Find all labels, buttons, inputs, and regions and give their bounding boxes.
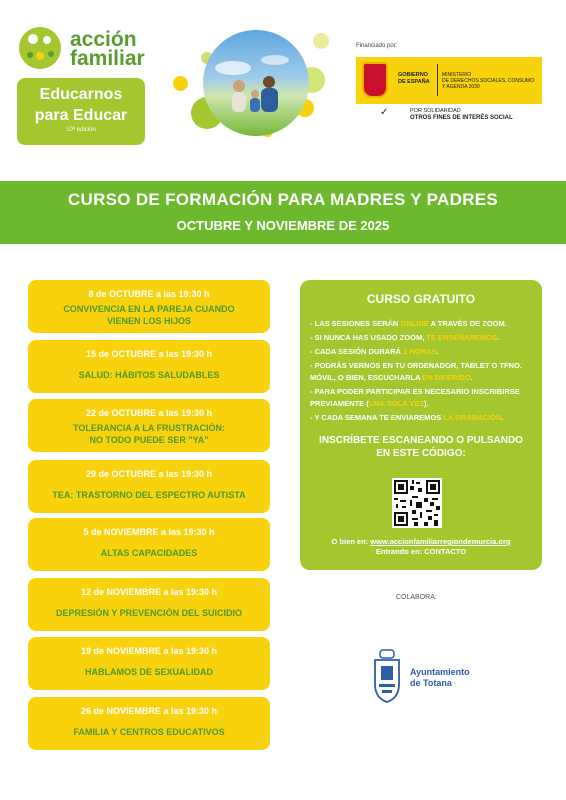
qr-code-icon[interactable] bbox=[392, 478, 442, 528]
list-item bbox=[310, 332, 532, 344]
gov-line1: GOBIERNO bbox=[398, 72, 428, 78]
logo-line2: familiar bbox=[70, 47, 145, 70]
info-text: . bbox=[436, 347, 439, 356]
info-text: - PARA PODER PARTICIPAR ES NECESARIO INSCRIBIRSE PREVIAMENTE ( bbox=[310, 387, 520, 408]
info-text: A TRAVÉS DE ZOOM. bbox=[428, 319, 507, 328]
ministry-line3: Y AGENDA 2030 bbox=[442, 84, 480, 90]
session-date: 8 de OCTUBRE a las 19:30 h bbox=[88, 289, 210, 299]
gov-line2: DE ESPAÑA bbox=[398, 79, 430, 85]
logo-text bbox=[70, 30, 145, 68]
session-date: 26 de NOVIEMBRE a las 19:30 h bbox=[80, 706, 218, 716]
session-title: TEA: TRASTORNO DEL ESPECTRO AUTISTA bbox=[52, 490, 246, 500]
info-text: . bbox=[501, 413, 504, 422]
list-item bbox=[310, 318, 532, 330]
info-text: . bbox=[496, 333, 499, 342]
session-title: CONVIVENCIA EN LA PAREJA CUANDO bbox=[63, 304, 235, 314]
session-card bbox=[28, 460, 270, 513]
session-title: FAMILIA Y CENTROS EDUCATIVOS bbox=[73, 727, 225, 737]
register-line2: EN ESTE CÓDIGO: bbox=[376, 448, 466, 459]
session-card bbox=[28, 697, 270, 750]
info-highlight: LA GRABACIÓN bbox=[443, 413, 502, 422]
program-edition: 10ª edición bbox=[66, 127, 96, 133]
info-text: - PODRÁS VERNOS EN TU ORDENADOR, TABLET O TFNO. MÓVIL, O BIEN, ESCUCHARLA bbox=[310, 361, 522, 382]
free-course-heading: CURSO GRATUITO bbox=[366, 292, 476, 306]
session-card bbox=[28, 637, 270, 690]
session-card bbox=[28, 280, 270, 333]
decorative-circle bbox=[313, 33, 329, 49]
spain-coat-of-arms-icon bbox=[362, 62, 388, 98]
session-title-line2: VIENEN LOS HIJOS bbox=[106, 316, 192, 326]
program-line2: para Educar bbox=[34, 107, 128, 124]
family-photo bbox=[203, 30, 309, 136]
session-title: TOLERANCIA A LA FRUSTRACIÓN: bbox=[73, 423, 225, 433]
logo-line1: acción bbox=[70, 28, 137, 51]
info-text: - SI NUNCA HAS USADO ZOOM, bbox=[310, 333, 427, 342]
website-info bbox=[300, 537, 542, 557]
ayuntamiento-logo-text bbox=[410, 667, 470, 689]
course-info-list bbox=[300, 318, 542, 424]
totana-coat-of-arms-icon bbox=[371, 648, 403, 704]
register-line1: INSCRÍBETE ESCANEANDO O PULSANDO bbox=[319, 435, 523, 446]
register-text bbox=[300, 434, 542, 460]
session-title: HABLAMOS DE SEXUALIDAD bbox=[84, 667, 213, 677]
info-highlight: 2 HORAS bbox=[403, 347, 437, 356]
solidarity-line2: OTROS FINES DE INTERÉS SOCIAL bbox=[410, 115, 513, 121]
list-item bbox=[310, 412, 532, 424]
ayto-line1: Ayuntamiento bbox=[410, 667, 470, 677]
colabora-label: COLABORA: bbox=[396, 594, 437, 601]
list-item bbox=[310, 346, 532, 358]
session-date: 15 de OCTUBRE a las 19:30 h bbox=[85, 349, 213, 359]
solidarity-line1: POR SOLIDARIDAD bbox=[410, 108, 461, 114]
session-date: 12 de NOVIEMBRE a las 19:30 h bbox=[80, 587, 218, 597]
course-dates: OCTUBRE Y NOVIEMBRE DE 2025 bbox=[176, 218, 390, 233]
program-line1: Educarnos bbox=[39, 86, 123, 103]
ayto-line2: de Totana bbox=[410, 678, 452, 688]
ministry-line1: MINISTERIO bbox=[442, 72, 472, 78]
info-text: - CADA SESIÓN DURARÁ bbox=[310, 347, 404, 356]
session-date: 22 de OCTUBRE a las 19:30 h bbox=[85, 408, 213, 418]
session-title: ALTAS CAPACIDADES bbox=[100, 548, 198, 558]
info-text: . bbox=[470, 373, 473, 382]
list-item bbox=[310, 360, 532, 384]
title-banner bbox=[0, 181, 566, 244]
session-date: 5 de NOVIEMBRE a las 19:30 h bbox=[83, 527, 215, 537]
web-suffix: Entrando en: CONTACTO bbox=[375, 547, 467, 556]
info-highlight: UNA SOLA VEZ bbox=[368, 399, 425, 408]
ministry-line2: DE DERECHOS SOCIALES, CONSUMO bbox=[442, 78, 534, 84]
session-card bbox=[28, 578, 270, 631]
checkmark-icon: ✓ bbox=[380, 107, 389, 118]
course-title: CURSO DE FORMACIÓN PARA MADRES Y PADRES bbox=[67, 190, 499, 209]
session-card bbox=[28, 399, 270, 452]
program-badge bbox=[17, 78, 145, 145]
session-card bbox=[28, 518, 270, 571]
info-highlight: ONLINE bbox=[400, 319, 429, 328]
session-card bbox=[28, 340, 270, 393]
session-title: DEPRESIÓN Y PREVENCIÓN DEL SUICIDIO bbox=[55, 608, 243, 618]
session-date: 19 de NOVIEMBRE a las 19:30 h bbox=[80, 646, 218, 656]
funding-label: Financiado por: bbox=[356, 43, 398, 49]
info-highlight: TE ENSEÑAREMOS bbox=[426, 333, 497, 342]
session-title-line2: NO TODO PUEDE SER "YA" bbox=[89, 435, 209, 445]
info-text: - Y CADA SEMANA TE ENVIAREMOS bbox=[310, 413, 444, 422]
info-highlight: EN DIFERIDO bbox=[422, 373, 471, 382]
session-title: SALUD: HÁBITOS SALUDABLES bbox=[78, 370, 220, 380]
divider bbox=[437, 64, 438, 96]
decorative-circle bbox=[173, 76, 188, 91]
website-link[interactable]: www.accionfamiliarregiondemurcia.org bbox=[370, 537, 511, 546]
info-text: - LAS SESIONES SERÁN bbox=[310, 319, 401, 328]
list-item bbox=[310, 386, 532, 410]
ministry-label bbox=[442, 72, 534, 90]
government-label bbox=[398, 72, 430, 86]
info-text: ). bbox=[424, 399, 429, 408]
web-prefix: O bien en: bbox=[331, 537, 371, 546]
session-date: 29 de OCTUBRE a las 19:30 h bbox=[85, 469, 213, 479]
